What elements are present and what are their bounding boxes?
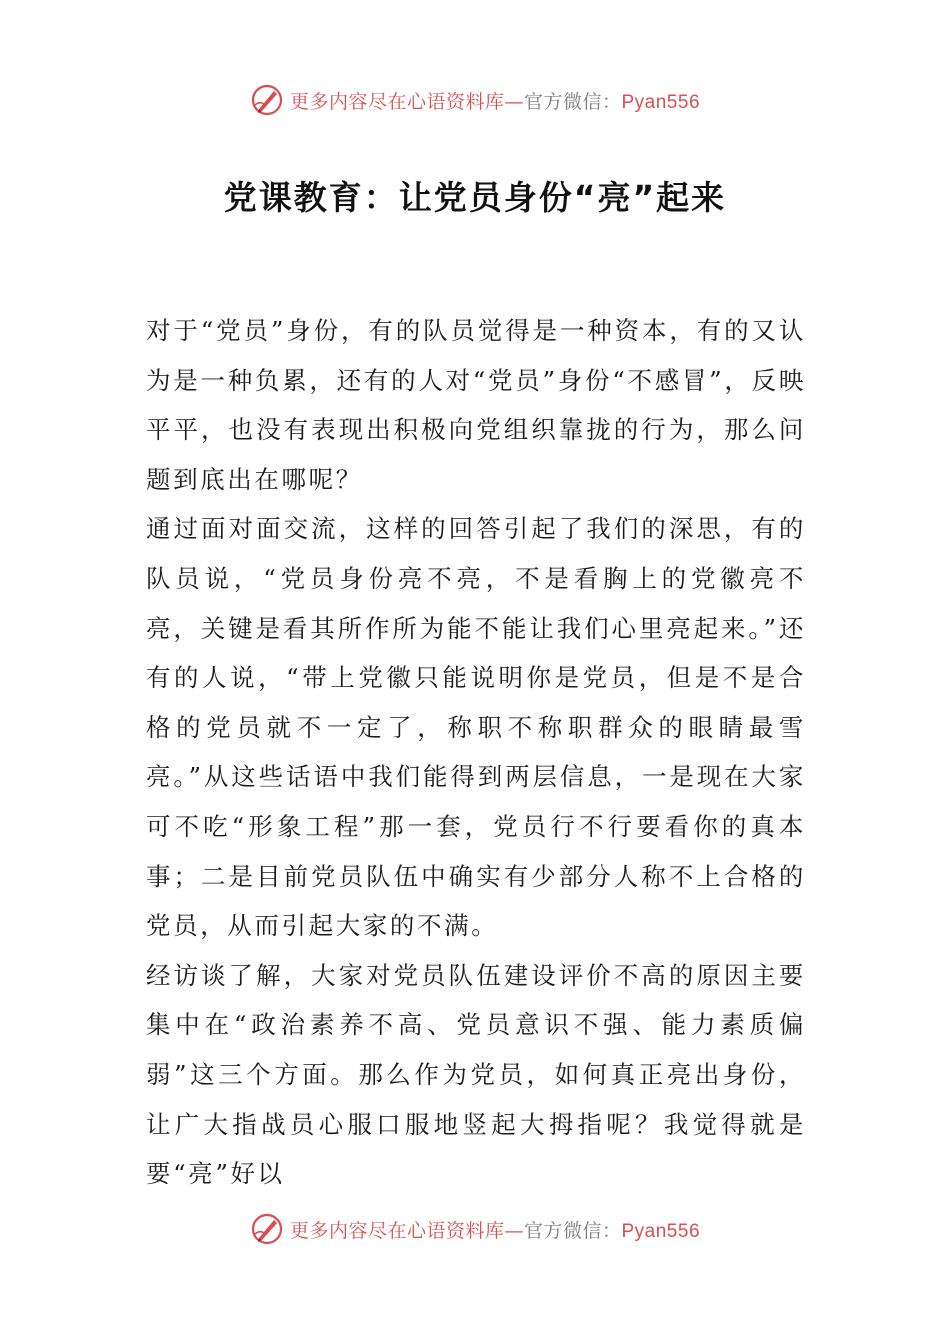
footer-watermark-banner (0, 1207, 950, 1251)
pen-circle-logo-icon (250, 1212, 284, 1246)
body-paragraph-3: 经访谈了解，大家对党员队伍建设评价不高的原因主要集中在“政治素养不高、党员意识不强、能力素质偏弱”这三个方面。那么作为党员，如何真正亮出身份，让广大指战员心服口服地竖起大拇指呢？我觉得就是要“亮”好以 (146, 960, 806, 1189)
watermark-dash: — (504, 1219, 524, 1242)
body-paragraph-1: 对于“党员”身份，有的队员觉得是一种资本，有的又认为是一种负累，还有的人对“党员”身份“不感冒”，反映平平，也没有表现出积极向党组织靠拢的行为，那么问题到底出在哪呢？ (146, 316, 806, 494)
watermark-dash: — (504, 90, 524, 113)
document-title: 党课教育：让党员身份“亮”起来 (223, 178, 727, 217)
watermark-wechat-id: Pyan556 (621, 1220, 701, 1242)
watermark-text (290, 1216, 700, 1243)
watermark-main-text: 更多内容尽在心语资料库 (289, 90, 505, 113)
watermark-wechat-label: 官方微信： (523, 1219, 622, 1242)
body-paragraph-2: 通过面对面交流，这样的回答引起了我们的深思，有的队员说，“党员身份亮不亮，不是看胸上的党徽亮不亮，关键是看其所作所为能不能让我们心里亮起来。”还有的人说，“带上党徽只能说明你是党员，但是不是合格的党员就不一定了，称职不称职群众的眼睛最雪亮。”从这些话语中我们能得到两层信息，一是现在大家可不吃“形象工程”那一套，党员行不行要看你的真本事；二是目前党员队伍中确实有少部分人称不上合格的党员，从而引起大家的不满。 (146, 514, 806, 941)
header-watermark-banner (0, 78, 950, 122)
watermark-text (290, 87, 700, 114)
watermark-main-text: 更多内容尽在心语资料库 (289, 1219, 505, 1242)
document-body (146, 306, 806, 1199)
watermark-wechat-label: 官方微信： (523, 90, 622, 113)
pen-circle-logo-icon (250, 83, 284, 117)
watermark-wechat-id: Pyan556 (621, 91, 701, 113)
